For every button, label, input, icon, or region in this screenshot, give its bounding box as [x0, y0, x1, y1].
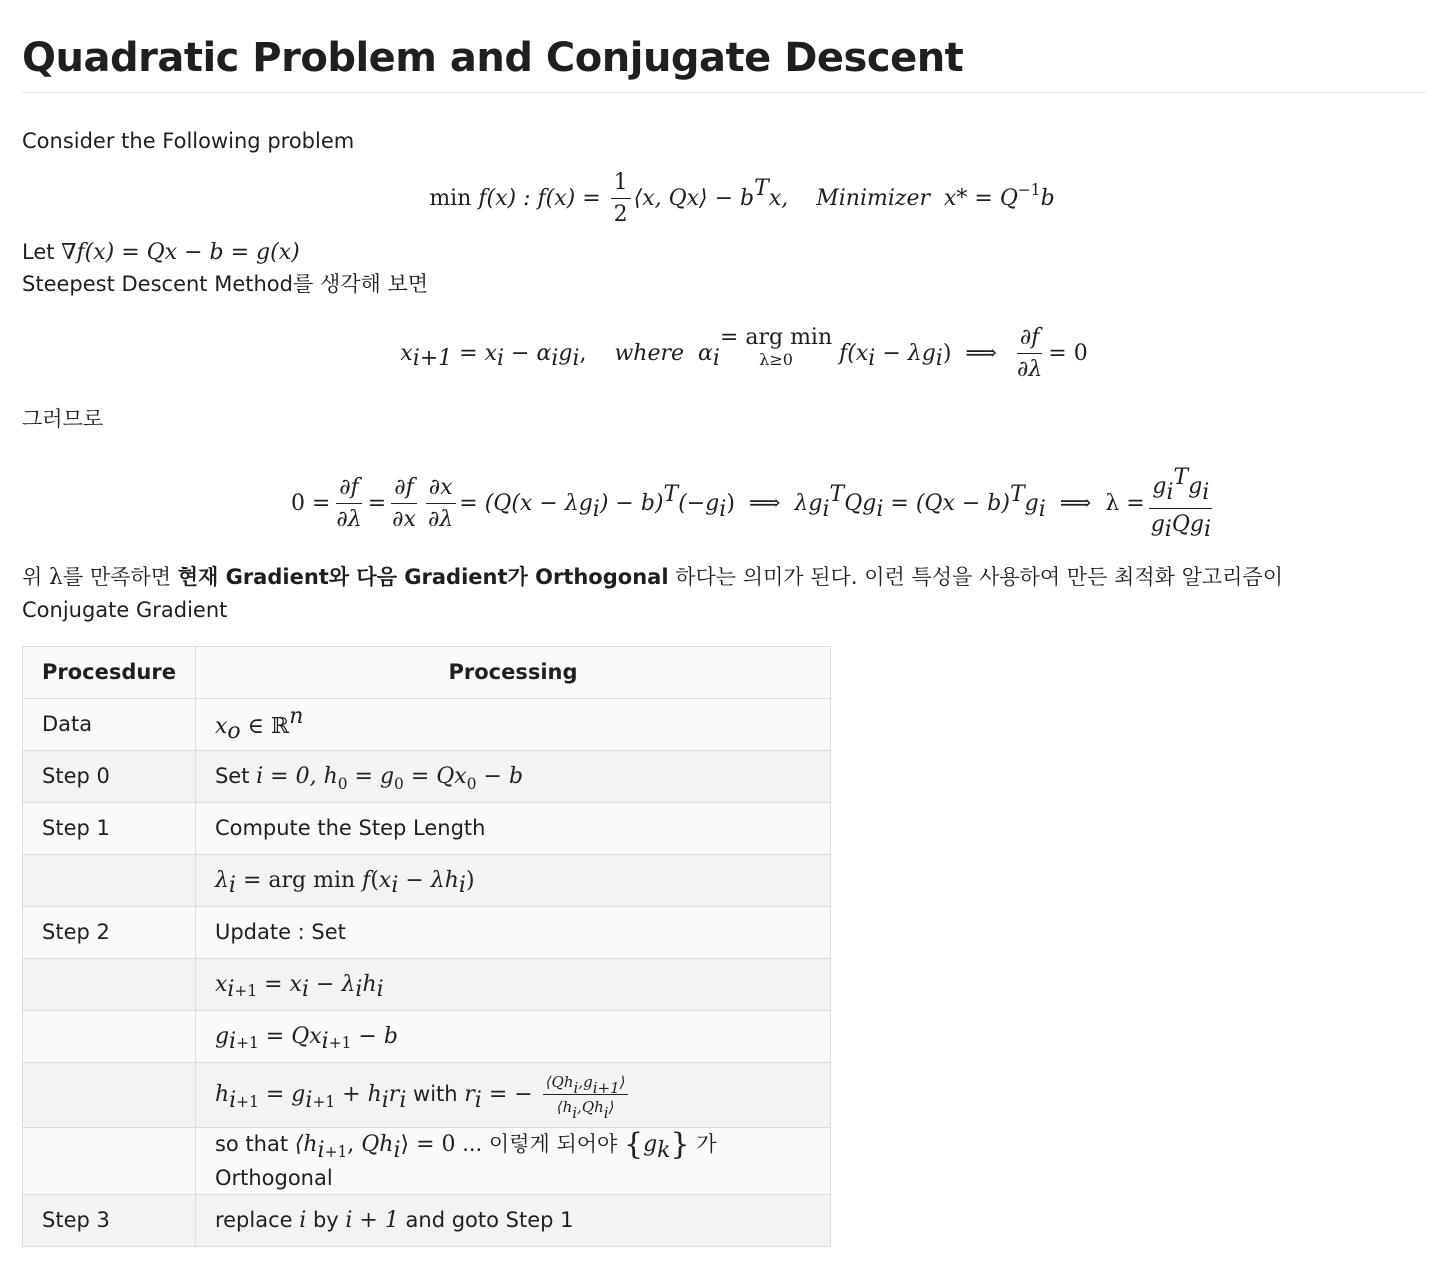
- equation-objective: min f(x) : f(x) = $\frac{1}{2}$ ⟨x, Qx⟩ − $b^Tx$, Minimizer $x* = Q^{-1}b$: [429, 169, 1055, 227]
- procedure-table: [22, 646, 831, 1247]
- equation-steepest-descent: $x_{i+1} = x_i - \alpha_ig_i$, where $\alpha_i$ = arg min λ≥0 $f(x_i - \lambda g_i)$ ⟹ $\frac{\partial f}{\partial\lambda}$ = 0: [400, 324, 1088, 382]
- table-row: $\lambda_i$ = arg $\min f(x_i - \lambda h_i)$: [23, 855, 831, 907]
- table-row: $x_{i+1} = x_i - \lambda_ih_i$: [23, 959, 831, 1011]
- orthogonal-paragraph: 위 λ를 만족하면 현재 Gradient와 다음 Gradient가 Orthogonal 하다는 의미가 된다. 이런 특성을 사용하여 만든 최적화 알고리즘이 Conjugate Gradient: [22, 565, 1284, 622]
- steepest-descent-text: Steepest Descent Method를 생각해 보면: [22, 272, 429, 297]
- table-row: so that $⟨h_{i+1}$, $Qh_i⟩ = 0$ ... 이렇게 되어야 $\{g_k\}$ 가 Orthogonal: [23, 1128, 831, 1195]
- page-title: Quadratic Problem and Conjugate Descent: [22, 26, 1426, 93]
- table-row: Step 3 replace i by i + 1 and goto Step 1: [23, 1195, 831, 1247]
- table-row: Step 2 Update : Set: [23, 907, 831, 959]
- table-row: $h_{i+1} = g_{i+1} + h_ir_i$ with $r_i$ = − $\frac{⟨Qh_i,g_{i+1}⟩}{⟨h_i,Qh_i⟩}$: [23, 1063, 831, 1128]
- table-row: $g_{i+1} = Qx_{i+1} - b$: [23, 1011, 831, 1063]
- let-gradient-line: Let ∇f(x) = Qx − b = g(x): [22, 239, 300, 265]
- therefore-text: 그러므로: [22, 406, 104, 431]
- table-header-processing: Processing: [195, 647, 830, 699]
- table-row: Step 1 Compute the Step Length: [23, 803, 831, 855]
- equation-lambda: 0 = $\frac{\partial f}{\partial\lambda}$ = $\frac{\partial f}{\partial x}$ $\frac{\partial x}{\partial\lambda}$ = $(Q(x - \lambda g_i) - b)^T(-g_i)$ ⟹ $\lambda g_i^TQg_i = (Qx - b)^Tg_i$ ⟹ λ = $\frac{g_i^Tg_i}{g_iQg_i}$: [290, 465, 1212, 543]
- table-header-procedure: Procesdure: [23, 647, 196, 699]
- intro-text: Consider the Following problem: [22, 129, 355, 153]
- table-row: Data $x_o$ ∈ ℝ$^n$: [23, 699, 831, 751]
- table-row: Step 0 Set i = 0, $h_0 = g_0 = Qx_0 - b$: [23, 751, 831, 803]
